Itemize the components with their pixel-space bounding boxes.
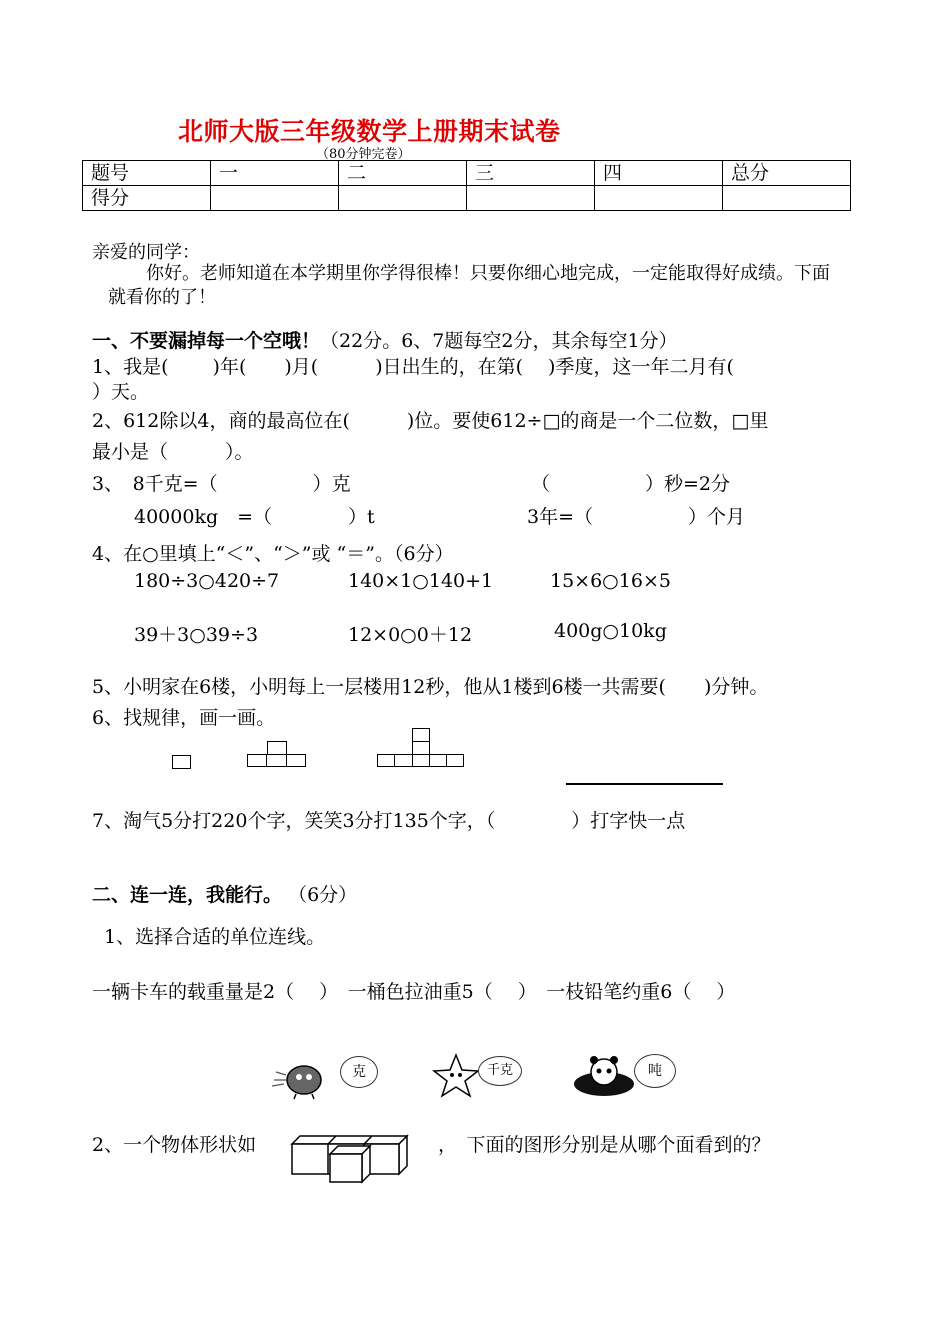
score-cell: 三	[467, 161, 595, 186]
pattern-square	[446, 754, 464, 767]
score-table-score-row	[83, 186, 851, 211]
section-1-heading: 一、不要漏掉每一个空哦！	[92, 330, 321, 352]
pattern-square	[266, 754, 287, 767]
compare-item: 140×1○140+1	[348, 570, 494, 592]
score-cell: 四	[595, 161, 723, 186]
score-input-cell[interactable]	[723, 186, 851, 211]
question-1-line-1: 1、我是( )年( )月( )日出生的，在第( )季度，这一年二月有(	[92, 356, 734, 378]
question-3-c: 40000kg =（ ）t	[134, 506, 375, 528]
compare-item: 15×6○16×5	[550, 570, 671, 592]
page-title: 北师大版三年级数学上册期末试卷	[178, 117, 561, 146]
score-input-cell[interactable]	[595, 186, 723, 211]
score-input-cell[interactable]	[339, 186, 467, 211]
question-4-heading: 4、在○里填上“＜”、“＞”或 “＝”。（6分）	[92, 543, 454, 565]
question-3-b: （ ）秒=2分	[531, 473, 731, 495]
pattern-square	[267, 741, 287, 755]
section-2-question-2-prefix: 2、一个物体形状如	[92, 1134, 257, 1156]
score-cell: 得分	[83, 186, 211, 211]
pattern-square	[172, 755, 191, 769]
pattern-square	[412, 741, 430, 755]
question-2-line-1: 2、612除以4，商的最高位在( )位。要使612÷□的商是一个二位数，□里	[92, 410, 769, 432]
question-7: 7、淘气5分打220个字，笑笑3分打135个字，（ ）打字快一点	[92, 810, 686, 832]
section-2-heading: 二、连一连，我能行。	[92, 884, 283, 906]
score-cell: 二	[339, 161, 467, 186]
pattern-square	[286, 754, 306, 767]
question-6: 6、找规律，画一画。	[92, 707, 276, 729]
potato-character-icon	[266, 1050, 346, 1100]
pattern-square	[429, 754, 447, 767]
score-cell: 一	[211, 161, 339, 186]
pattern-square	[394, 754, 413, 767]
compare-item: 400g○10kg	[554, 620, 667, 642]
score-cell: 题号	[83, 161, 211, 186]
pattern-square	[377, 754, 395, 767]
question-5: 5、小明家在6楼，小明每上一层楼用12秒，他从1楼到6楼一共需要( )分钟。	[92, 676, 769, 698]
compare-item: 39＋3○39÷3	[134, 624, 259, 646]
question-2-line-2: 最小是（ ）。	[92, 441, 254, 463]
score-cell: 总分	[723, 161, 851, 186]
intro-line-1: 你好。老师知道在本学期里你学得很棒！只要你细心地完成，一定能取得好成绩。下面	[146, 263, 830, 284]
score-table	[82, 160, 851, 211]
pattern-square	[412, 728, 430, 742]
section-2-question-2-suffix: ， 下面的图形分别是从哪个面看到的？	[438, 1134, 771, 1156]
score-input-cell[interactable]	[467, 186, 595, 211]
section-1-note: （22分。6、7题每空2分，其余每空1分）	[320, 330, 678, 352]
question-3-d: 3年=（ ）个月	[527, 506, 746, 528]
compare-item: 180÷3○420÷7	[134, 570, 280, 592]
compare-item: 12×0○0＋12	[348, 624, 473, 646]
unit-label-ton: 吨	[634, 1054, 676, 1088]
unit-label-gram: 克	[340, 1056, 378, 1088]
section-2-note: （6分）	[288, 884, 358, 906]
unit-label-kilogram: 千克	[478, 1056, 522, 1086]
score-table-header-row	[83, 161, 851, 186]
question-3-a: 3、 8千克=（ ）克	[92, 473, 351, 495]
intro-greeting: 亲爱的同学：	[92, 242, 200, 263]
score-input-cell[interactable]	[211, 186, 339, 211]
pattern-square	[412, 754, 430, 767]
page-subtitle: （80分钟完卷）	[316, 147, 411, 162]
answer-blank-line[interactable]	[566, 783, 723, 785]
question-1-line-2: ）天。	[92, 381, 150, 403]
section-1-header	[92, 326, 678, 353]
intro-line-2: 就看你的了！	[108, 287, 216, 308]
pattern-square	[247, 754, 267, 767]
section-2-header	[92, 880, 357, 907]
section-2-question-1: 1、选择合适的单位连线。	[104, 926, 326, 948]
unit-match-items: 一辆卡车的载重量是2（ ） 一桶色拉油重5（ ） 一枝铅笔约重6（ ）	[92, 981, 736, 1003]
cube-object-figure	[288, 1132, 412, 1184]
